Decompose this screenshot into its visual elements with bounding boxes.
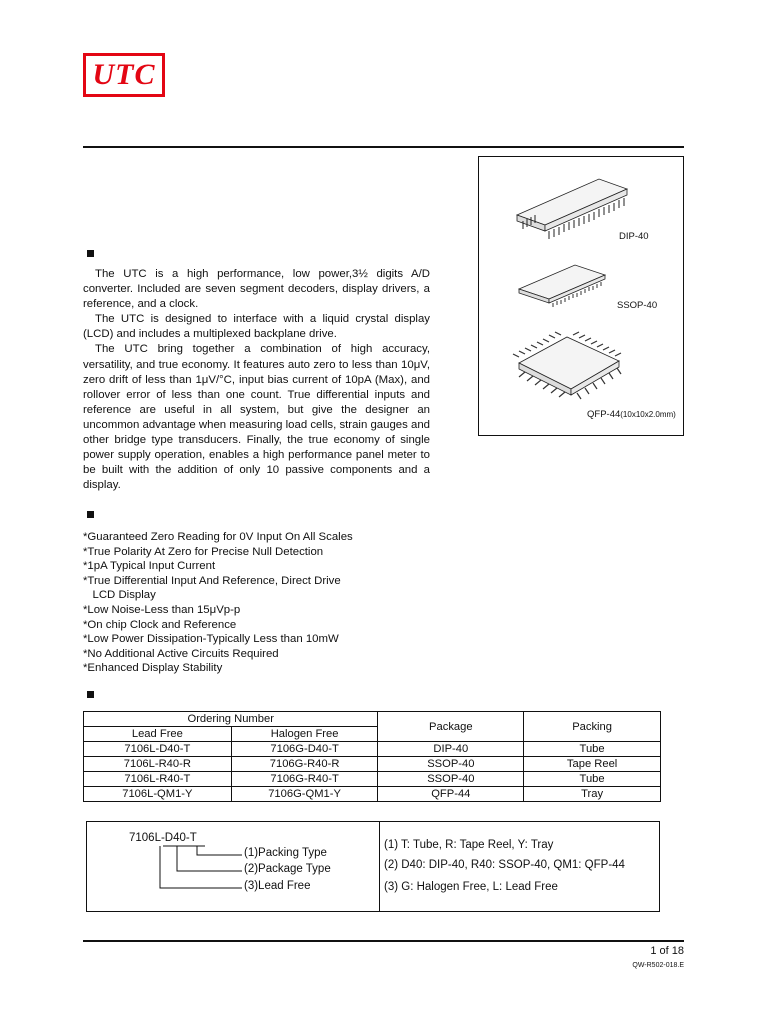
header-lead-free: Lead Free <box>84 727 232 742</box>
qfp44-chip-image <box>513 332 621 399</box>
header-rule <box>83 146 684 148</box>
legend-note-packing: (1) T: Tube, R: Tape Reel, Y: Tray <box>384 839 554 851</box>
ssop40-chip-image <box>519 265 605 307</box>
cell-package: QFP-44 <box>378 787 524 802</box>
table-row <box>84 787 661 802</box>
header-packing: Packing <box>524 712 661 742</box>
cell-halogen-free: 7106G-R40-T <box>231 772 378 787</box>
header-ordering-number: Ordering Number <box>84 712 378 727</box>
part-number-legend <box>86 821 660 912</box>
cell-halogen-free: 7106G-QM1-Y <box>231 787 378 802</box>
table-row <box>84 757 661 772</box>
cell-package: DIP-40 <box>378 742 524 757</box>
qfp44-name: QFP-44 <box>587 409 621 420</box>
cell-package: SSOP-40 <box>378 757 524 772</box>
cell-halogen-free: 7106G-D40-T <box>231 742 378 757</box>
ordering-table <box>83 711 661 802</box>
feature-item: *Low Noise-Less than 15μVp-p <box>83 603 241 616</box>
cell-halogen-free: 7106G-R40-R <box>231 757 378 772</box>
legend-note-package: (2) D40: DIP-40, R40: SSOP-40, QM1: QFP-44 <box>384 859 625 871</box>
cell-lead-free: 7106L-R40-R <box>84 757 232 772</box>
cell-lead-free: 7106L-D40-T <box>84 742 232 757</box>
utc-logo <box>83 53 165 97</box>
ssop40-label: SSOP-40 <box>617 300 658 311</box>
dip40-chip-image <box>517 179 627 239</box>
legend-note-lead: (3) G: Halogen Free, L: Lead Free <box>384 881 558 893</box>
header-package: Package <box>378 712 524 742</box>
package-figures <box>478 156 684 436</box>
legend-divider <box>379 822 380 911</box>
document-code: QW-R502-018.E <box>632 962 684 969</box>
table-row <box>84 742 661 757</box>
description-paragraph: The UTC is a high performance, low power,3½ digits A/D converter. Included are seven segment decoders, display drivers, a reference, and a clock. <box>83 268 430 311</box>
legend-part-number: 7106L-D40-T <box>129 832 197 844</box>
description-paragraph: The UTC bring together a combination of high accuracy, versatility, and true economy. It features auto zero to less than 10μV, zero drift of less than 1μV/°C, input bias current of 10pA (Max), and rollover error of less than one count. True differential inputs and reference are useful in all system, but give the designer an uncommon advantage when measuring load cells, strain gauges and other bridge type transducers. Finally, the true economy of single power supply operation, enables a high performance panel meter to be built with the addition of only 10 passive components and a display. <box>83 343 430 492</box>
legend-label-packing-type: (1)Packing Type <box>244 847 327 859</box>
feature-item: *True Polarity At Zero for Precise Null Detection <box>83 545 324 558</box>
page-number: 1 of 18 <box>650 945 684 957</box>
feature-item: *Guaranteed Zero Reading for 0V Input On All Scales <box>83 531 353 543</box>
legend-label-lead-free: (3)Lead Free <box>244 880 311 892</box>
cell-lead-free: 7106L-R40-T <box>84 772 232 787</box>
feature-item: *Low Power Dissipation-Typically Less than 10mW <box>83 633 339 646</box>
description-text <box>83 267 430 493</box>
cell-packing: Tape Reel <box>524 757 661 772</box>
cell-packing: Tube <box>524 772 661 787</box>
cell-packing: Tray <box>524 787 661 802</box>
feature-item: *Enhanced Display Stability <box>83 662 223 675</box>
cell-packing: Tube <box>524 742 661 757</box>
section-bullet-description <box>87 250 94 257</box>
qfp44-label <box>587 409 676 420</box>
feature-item: *No Additional Active Circuits Required <box>83 647 279 660</box>
feature-item: *On chip Clock and Reference <box>83 618 237 631</box>
section-bullet-ordering <box>87 691 94 698</box>
package-drawings <box>479 157 683 435</box>
cell-lead-free: 7106L-QM1-Y <box>84 787 232 802</box>
features-list <box>83 530 353 676</box>
feature-item: *1pA Typical Input Current <box>83 560 216 573</box>
qfp44-dimensions: (10x10x2.0mm) <box>620 410 676 419</box>
logo-text: UTC <box>92 58 156 91</box>
feature-item: *True Differential Input And Reference, Direct Drive <box>83 574 341 587</box>
table-row <box>84 772 661 787</box>
section-bullet-features <box>87 511 94 518</box>
dip40-label: DIP-40 <box>619 231 649 242</box>
footer-rule <box>83 940 684 942</box>
header-halogen-free: Halogen Free <box>231 727 378 742</box>
feature-item: LCD Display <box>83 589 156 602</box>
description-paragraph: The UTC is designed to interface with a liquid crystal display (LCD) and includes a multiplexed backplane drive. <box>83 313 430 341</box>
legend-label-package-type: (2)Package Type <box>244 863 331 875</box>
cell-package: SSOP-40 <box>378 772 524 787</box>
